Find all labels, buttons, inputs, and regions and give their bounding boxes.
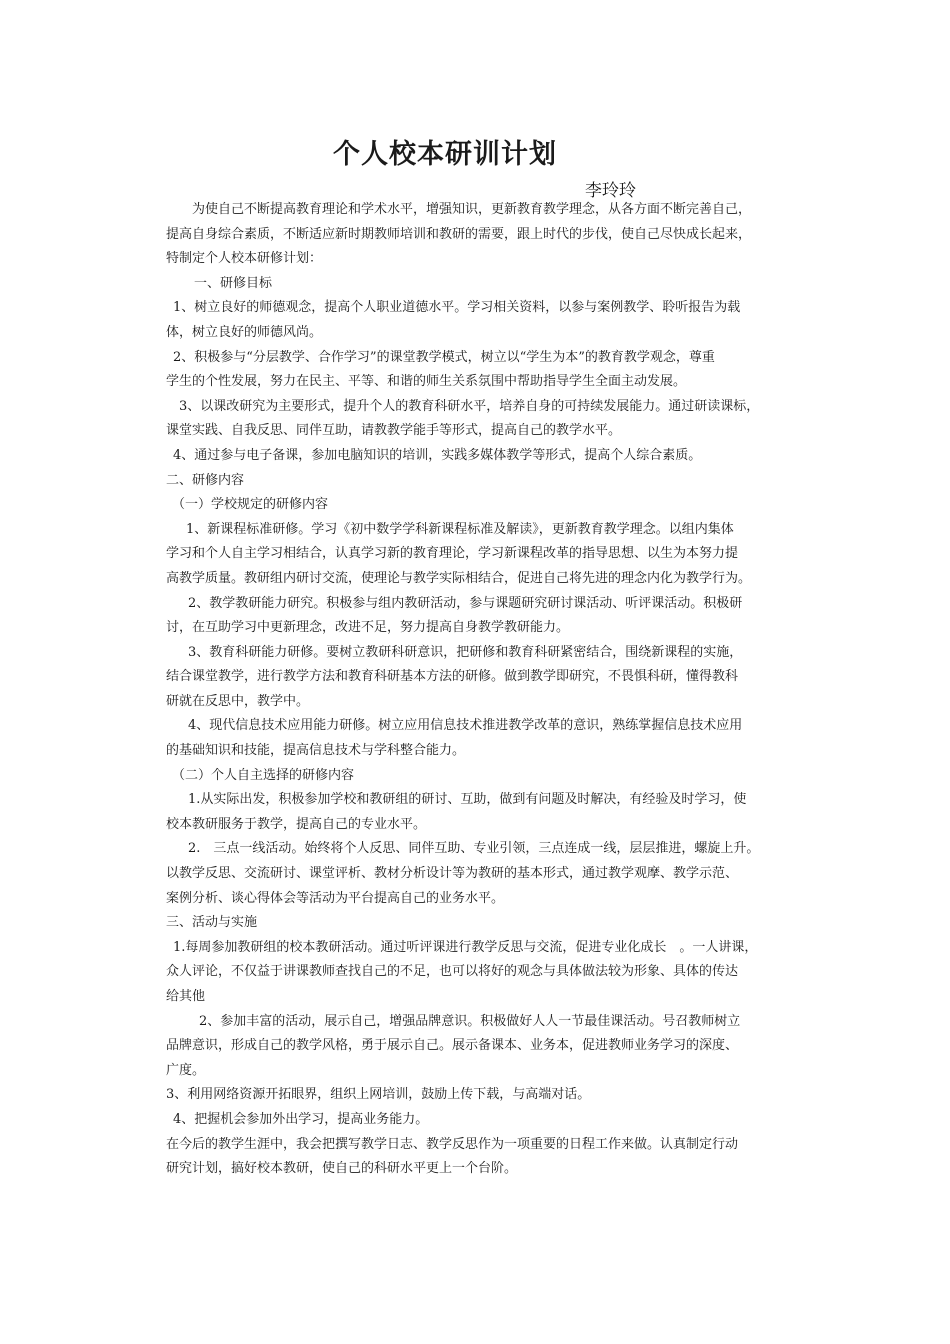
text-line: 一、研修目标 (194, 275, 273, 291)
text-line: 特制定个人校本研修计划： (166, 251, 323, 267)
text-line: 4、现代信息技术应用能力研修。树立应用信息技术推进教学改革的意识，熟练掌握信息技术应用 (188, 718, 743, 734)
text-line: 3、利用网络资源开拓眼界，组织上网培训，鼓励上传下载，与高端对话。 (166, 1087, 591, 1103)
text-line: 研就在反思中，教学中。 (166, 693, 310, 709)
text-line: 1.每周参加教研组的校本教研活动。通过听评课进行教学反思与交流，促进专业化成长 。一人讲课， (173, 939, 758, 955)
text-line: 众人评论，不仅益于讲课教师查找自己的不足，也可以将好的观念与具体做法较为形象、具体的传达 (166, 964, 739, 980)
text-line: 4、通过参与电子备课，参加电脑知识的培训，实践多媒体教学等形式，提高个人综合素质。 (173, 447, 702, 463)
text-line: 课堂实践、自我反思、同伴互助，请教教学能手等形式，提高自己的教学水平。 (166, 423, 622, 439)
text-line: （二）个人自主选择的研修内容 (172, 767, 355, 783)
text-line: 为使自己不断提高教育理论和学术水平，增强知识，更新教育教学理念，从各方面不断完善自己， (192, 202, 752, 217)
document-body (166, 198, 826, 1182)
text-line: 二、研修内容 (166, 472, 245, 488)
text-line: 学习和个人自主学习相结合，认真学习新的教育理论，学习新课程改革的指导思想、以生为本努力提 (166, 546, 739, 562)
text-line: 的基础知识和技能，提高信息技术与学科整合能力。 (166, 743, 466, 759)
text-line: 广度。 (166, 1062, 206, 1078)
text-line: （一）学校规定的研修内容 (172, 497, 329, 513)
text-line: 讨，在互助学习中更新理念，改进不足，努力提高自身教学教研能力。 (166, 620, 570, 636)
text-line: 以教学反思、交流研讨、课堂评析、教材分析设计等为教研的基本形式，通过教学观摩、教学示范、 (166, 866, 739, 882)
text-line: 案例分析、谈心得体会等活动为平台提高自己的业务水平。 (166, 890, 505, 906)
text-line: 高教学质量。教研组内研讨交流，使理论与教学实际相结合，促进自己将先进的理念内化为教学行为。 (166, 570, 752, 586)
text-line: 三、活动与实施 (166, 915, 258, 931)
text-line: 提高自身综合素质，不断适应新时期教师培训和教研的需要，跟上时代的步伐，使自己尽快成长起来， (166, 226, 752, 242)
text-line: 给其他 (166, 989, 206, 1004)
text-line: 2. 三点一线活动。始终将个人反思、同伴互助、专业引领，三点连成一线，层层推进，螺旋上升。 (188, 841, 760, 857)
text-line: 1、新课程标准研修。学习《初中数学学科新课程标准及解读》，更新教育教学理念。以组内集体 (186, 521, 734, 537)
text-line: 2、积极参与“分层教学、合作学习”的课堂教学模式，树立以“学生为本”的教育教学观念，尊重 (173, 349, 715, 365)
text-line: 研究计划，搞好校本教研，使自己的科研水平更上一个台阶。 (166, 1161, 518, 1177)
text-line: 2、教学教研能力研究。积极参与组内教研活动，参与课题研究研讨课活动、听评课活动。积极研 (188, 595, 743, 611)
text-line: 3、以课改研究为主要形式，提升个人的教育科研水平，培养自身的可持续发展能力。通过研读课标， (179, 398, 760, 414)
text-line: 结合课堂教学，进行教学方法和教育科研基本方法的研修。做到教学即研究，不畏惧科研，懂得教科 (166, 669, 739, 685)
text-line: 1.从实际出发，积极参加学校和教研组的研讨、互助，做到有问题及时解决，有经验及时学习，使 (188, 792, 747, 808)
text-line: 4、把握机会参加外出学习，提高业务能力。 (173, 1111, 429, 1127)
text-line: 3、教育科研能力研修。要树立教研科研意识，把研修和教育科研紧密结合，围绕新课程的实施， (188, 644, 743, 660)
document-author: 李玲玲 (585, 181, 636, 201)
text-line: 校本教研服务于教学，提高自己的专业水平。 (166, 816, 427, 832)
text-line: 学生的个性发展，努力在民主、平等、和谐的师生关系氛围中帮助指导学生全面主动发展。 (166, 374, 687, 390)
text-line: 体，树立良好的师德风尚。 (166, 324, 323, 340)
text-line: 品牌意识，形成自己的教学风格，勇于展示自己。展示备课本、业务本，促进教师业务学习的深度、 (166, 1038, 739, 1054)
document-title: 个人校本研训计划 (333, 139, 557, 170)
text-line: 在今后的教学生涯中，我会把撰写教学日志、教学反思作为一项重要的日程工作来做。认真制定行动 (166, 1136, 739, 1152)
text-line: 2、参加丰富的活动，展示自己，增强品牌意识。积极做好人人一节最佳课活动。号召教师树立 (199, 1013, 741, 1029)
text-line: 1、树立良好的师德观念，提高个人职业道德水平。学习相关资料，以参与案例教学、聆听报告为载 (173, 300, 741, 316)
